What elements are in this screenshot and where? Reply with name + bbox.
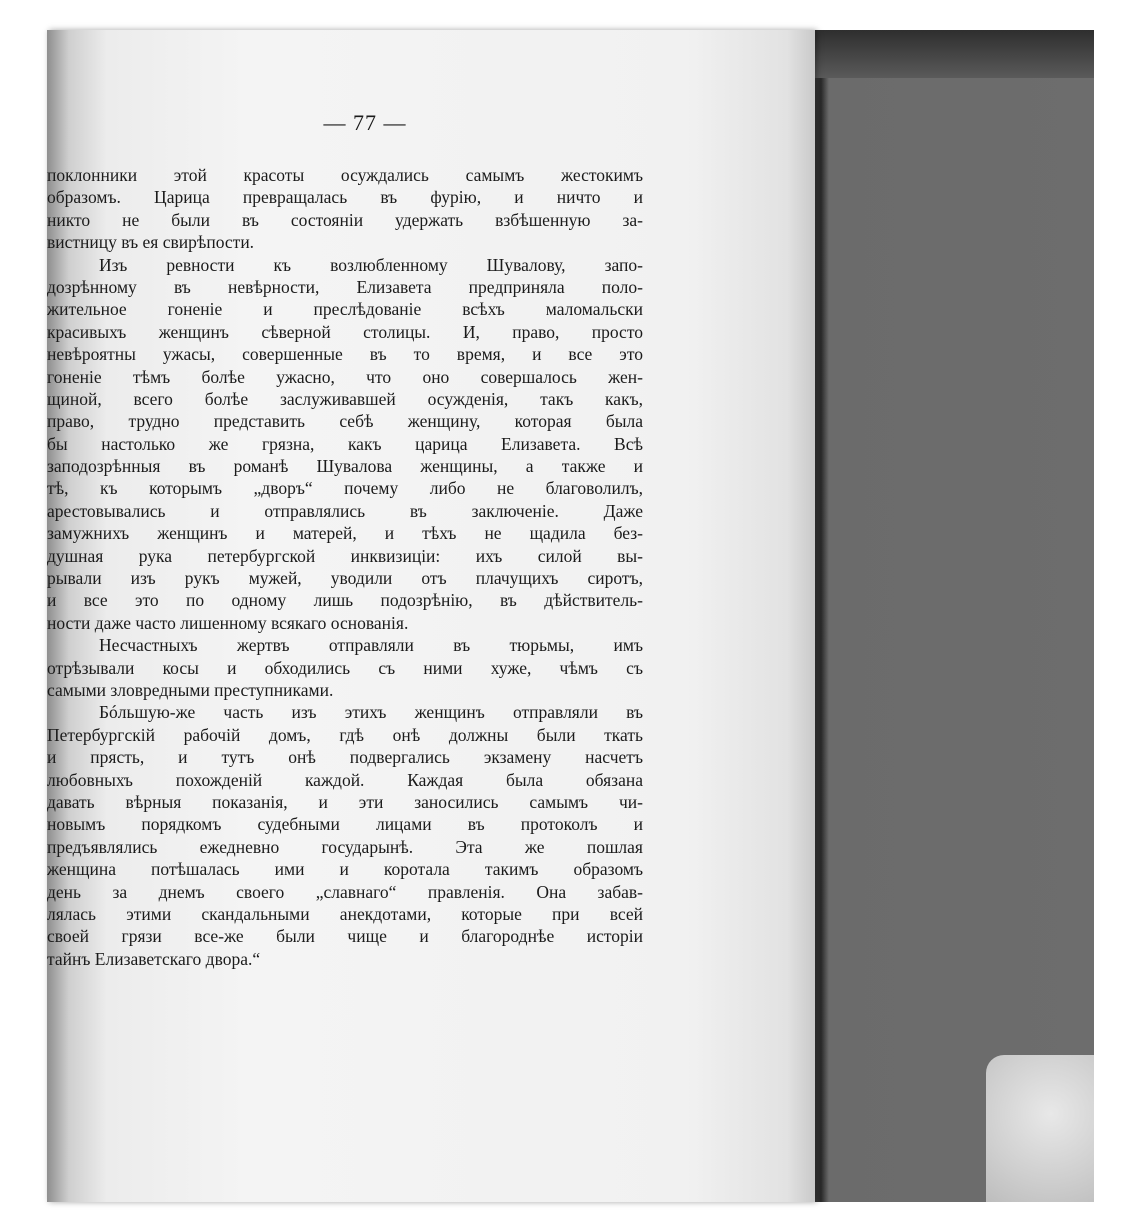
- text-line: душная рука петербургской инквизиціи: ихъ силой вы-: [47, 545, 643, 566]
- text-line: замужнихъ женщинъ и матерей, и тѣхъ не щадила без-: [47, 523, 643, 544]
- text-line: Петербургскій рабочій домъ, гдѣ онѣ должны были ткать: [47, 724, 643, 745]
- text-line: образомъ. Царица превращалась въ фурію, и ничто и: [47, 187, 643, 208]
- text-line: никто не были въ состояніи удержать взбѣшенную за-: [47, 209, 643, 230]
- text-line: женщина потѣшалась ими и коротала такимъ образомъ: [47, 859, 643, 880]
- text-line: бы настолько же грязна, какъ царица Елизавета. Всѣ: [47, 433, 643, 454]
- text-line: Бóльшую-же часть изъ этихъ женщинъ отправляли въ: [99, 702, 643, 723]
- text-line: давать вѣрныя показанія, и эти заносились самымъ чи-: [47, 791, 643, 812]
- text-line: право, трудно представить себѣ женщину, которая была: [47, 411, 643, 432]
- text-line: рывали изъ рукъ мужей, уводили отъ плачущихъ сиротъ,: [47, 568, 643, 589]
- text-line: щиной, всего болѣе заслуживавшей осужденія, такъ какъ,: [47, 388, 643, 409]
- text-line: и прясть, и тутъ онѣ подвергались экзамену насчетъ: [47, 747, 643, 768]
- text-line: лялась этими скандальными анекдотами, которые при всей: [47, 903, 643, 924]
- book-cover: [815, 30, 1094, 1202]
- text-line: невѣроятны ужасы, совершенные въ то время, и все это: [47, 344, 643, 365]
- text-line: красивыхъ женщинъ сѣверной столицы. И, право, просто: [47, 321, 643, 342]
- text-line: самыми зловредными преступниками.: [47, 679, 334, 700]
- text-line: ности даже часто лишенному всякаго основанія.: [47, 612, 409, 633]
- text-line: новымъ порядкомъ судебными лицами въ протоколъ и: [47, 814, 643, 835]
- text-line: Несчастныхъ жертвъ отправляли въ тюрьмы, имъ: [99, 635, 643, 656]
- body-text: [47, 164, 643, 970]
- text-line: жительное гоненіе и преслѣдованіе всѣхъ маломальски: [47, 299, 643, 320]
- text-line: тайнъ Елизаветскаго двора.“: [47, 948, 261, 969]
- text-line: вистницу въ ея свирѣпости.: [47, 232, 255, 253]
- paper-corner: [986, 1055, 1094, 1202]
- book-cover-edge: [815, 30, 1094, 78]
- text-line: своей грязи все-же были чище и благороднѣе исторіи: [47, 926, 643, 947]
- text-line: арестовывались и отправлялись въ заключеніе. Даже: [47, 500, 643, 521]
- text-line: заподозрѣнныя въ романѣ Шувалова женщины, а также и: [47, 456, 643, 477]
- text-line: гоненіе тѣмъ болѣе ужасно, что оно совершалось жен-: [47, 366, 643, 387]
- text-line: тѣ, къ которымъ „дворъ“ почему либо не благоволилъ,: [47, 478, 643, 499]
- text-line: дозрѣнному въ невѣрности, Елизавета предприняла поло-: [47, 276, 643, 297]
- text-line: любовныхъ похожденій каждой. Каждая была обязана: [47, 769, 643, 790]
- text-line: поклонники этой красоты осуждались самымъ жестокимъ: [47, 165, 643, 185]
- text-line: отрѣзывали косы и обходились съ ними хуже, чѣмъ съ: [47, 657, 643, 678]
- text-line: Изъ ревности къ возлюбленному Шувалову, запо-: [99, 254, 643, 275]
- text-line: день за днемъ своего „славнаго“ правленія. Она забав-: [47, 881, 643, 902]
- text-line: предъявлялись ежедневно государынѣ. Эта же пошлая: [47, 836, 643, 857]
- text-line: и все это по одному лишь подозрѣнію, въ дѣйствитель-: [47, 590, 643, 611]
- page-number: — 77 —: [323, 110, 407, 135]
